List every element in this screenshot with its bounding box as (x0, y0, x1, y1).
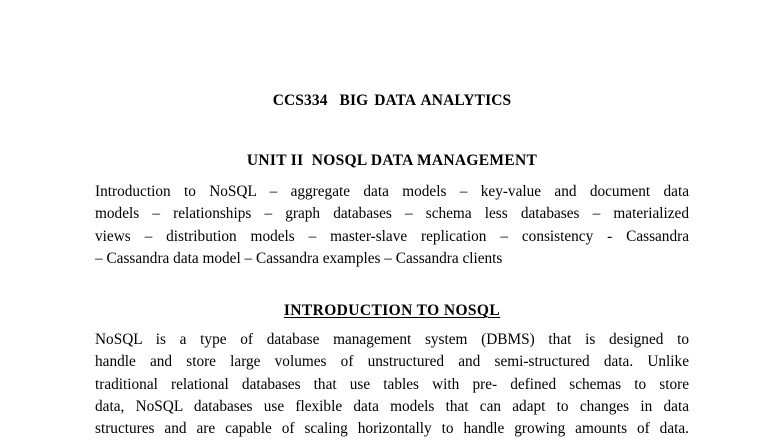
section-heading (0, 302, 784, 320)
syllabus-paragraph (95, 181, 689, 270)
intro-line: traditional relational databases that use tables with pre- defined schemas to store (95, 375, 689, 393)
syllabus-line: views – distribution models – master-slave replication – consistency - Cassandra (95, 227, 689, 245)
course-title: CCS334 BIG DATA ANALYTICS (272, 92, 512, 109)
unit-title: UNIT II NOSQL DATA MANAGEMENT (246, 152, 538, 169)
intro-line: handle and store large volumes of unstructured and semi-structured data. Unlike (95, 353, 689, 371)
intro-line: structures and are capable of scaling horizontally to handle growing amounts of data. (95, 420, 689, 438)
intro-paragraph (95, 329, 689, 440)
syllabus-line: – Cassandra data model – Cassandra examples – Cassandra clients (95, 249, 503, 267)
section-heading-text: INTRODUCTION TO NOSQL (283, 302, 501, 319)
syllabus-line: Introduction to NoSQL – aggregate data models – key-value and document data (95, 183, 689, 200)
intro-line: NoSQL is a type of database management system (DBMS) that is designed to (95, 331, 689, 348)
syllabus-line: models – relationships – graph databases – schema less databases – materialized (95, 205, 689, 223)
intro-line: data, NoSQL databases use flexible data models that can adapt to changes in data (95, 397, 689, 415)
